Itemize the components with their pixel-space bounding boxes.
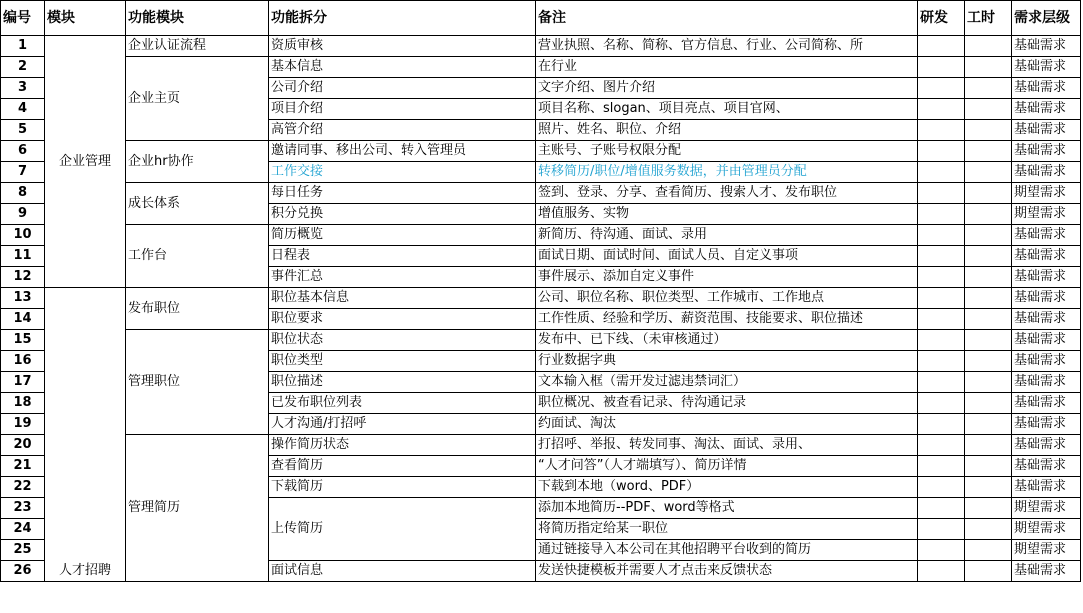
remark-cell[interactable]: 项目名称、slogan、项目亮点、项目官网、	[536, 99, 918, 120]
row-id-cell[interactable]: 16	[1, 351, 45, 372]
row-id-cell[interactable]: 15	[1, 330, 45, 351]
remark-cell[interactable]: 面试日期、面试时间、面试人员、自定义事项	[536, 246, 918, 267]
row-id-cell[interactable]: 21	[1, 456, 45, 477]
dev-cell[interactable]	[918, 57, 965, 78]
level-cell[interactable]: 基础需求	[1012, 267, 1081, 288]
level-cell[interactable]: 基础需求	[1012, 141, 1081, 162]
row-id-cell[interactable]: 14	[1, 309, 45, 330]
hours-cell[interactable]	[965, 561, 1012, 582]
row-id-cell[interactable]: 3	[1, 78, 45, 99]
header-id[interactable]: 编号	[1, 1, 45, 36]
breakdown-cell[interactable]: 职位基本信息	[269, 288, 536, 309]
hours-cell[interactable]	[965, 183, 1012, 204]
hours-cell[interactable]	[965, 372, 1012, 393]
level-cell[interactable]: 基础需求	[1012, 393, 1081, 414]
level-cell[interactable]: 基础需求	[1012, 120, 1081, 141]
remark-cell[interactable]: 增值服务、实物	[536, 204, 918, 225]
table-row	[1, 330, 1081, 351]
header-dev[interactable]: 研发	[918, 1, 965, 36]
remark-cell[interactable]: 在行业	[536, 57, 918, 78]
func-module-cell[interactable]: 工作台	[126, 225, 269, 288]
dev-cell[interactable]	[918, 99, 965, 120]
dev-cell[interactable]	[918, 519, 965, 540]
module-cell[interactable]: 企业管理	[45, 36, 126, 288]
remark-cell[interactable]: 约面试、淘汰	[536, 414, 918, 435]
dev-cell[interactable]	[918, 288, 965, 309]
hours-cell[interactable]	[965, 456, 1012, 477]
level-cell[interactable]: 基础需求	[1012, 309, 1081, 330]
remark-cell[interactable]: 职位概况、被查看记录、待沟通记录	[536, 393, 918, 414]
hours-cell[interactable]	[965, 141, 1012, 162]
remark-cell[interactable]: 下载到本地（word、PDF）	[536, 477, 918, 498]
hours-cell[interactable]	[965, 351, 1012, 372]
row-id-cell[interactable]: 11	[1, 246, 45, 267]
remark-cell[interactable]: 营业执照、名称、简称、官方信息、行业、公司简称、所	[536, 36, 918, 57]
level-cell[interactable]: 基础需求	[1012, 99, 1081, 120]
dev-cell[interactable]	[918, 267, 965, 288]
breakdown-cell[interactable]: 项目介绍	[269, 99, 536, 120]
level-cell[interactable]: 基础需求	[1012, 330, 1081, 351]
hours-cell[interactable]	[965, 477, 1012, 498]
header-remark[interactable]: 备注	[536, 1, 918, 36]
row-id-cell[interactable]: 26	[1, 561, 45, 582]
breakdown-cell[interactable]: 职位要求	[269, 309, 536, 330]
dev-cell[interactable]	[918, 162, 965, 183]
remark-cell[interactable]: 添加本地简历--PDF、word等格式	[536, 498, 918, 519]
hours-cell[interactable]	[965, 435, 1012, 456]
breakdown-cell[interactable]: 公司介绍	[269, 78, 536, 99]
dev-cell[interactable]	[918, 36, 965, 57]
row-id-cell[interactable]: 24	[1, 519, 45, 540]
level-cell[interactable]: 基础需求	[1012, 351, 1081, 372]
level-cell[interactable]: 基础需求	[1012, 225, 1081, 246]
level-cell[interactable]: 期望需求	[1012, 204, 1081, 225]
header-hours[interactable]: 工时	[965, 1, 1012, 36]
table-row	[1, 435, 1081, 456]
hours-cell[interactable]	[965, 78, 1012, 99]
dev-cell[interactable]	[918, 120, 965, 141]
hours-cell[interactable]	[965, 225, 1012, 246]
level-cell[interactable]: 基础需求	[1012, 36, 1081, 57]
breakdown-cell[interactable]: 基本信息	[269, 57, 536, 78]
func-module-cell[interactable]: 管理简历	[126, 435, 269, 582]
dev-cell[interactable]	[918, 435, 965, 456]
hours-cell[interactable]	[965, 288, 1012, 309]
dev-cell[interactable]	[918, 246, 965, 267]
func-module-cell[interactable]: 企业主页	[126, 57, 269, 141]
breakdown-cell[interactable]: 积分兑换	[269, 204, 536, 225]
remark-cell[interactable]: 通过链接导入本公司在其他招聘平台收到的简历	[536, 540, 918, 561]
func-module-cell[interactable]: 企业认证流程	[126, 36, 269, 57]
dev-cell[interactable]	[918, 414, 965, 435]
row-id-cell[interactable]: 10	[1, 225, 45, 246]
row-id-cell[interactable]: 4	[1, 99, 45, 120]
remark-cell[interactable]: 转移简历/职位/增值服务数据，并由管理员分配	[536, 162, 918, 183]
hours-cell[interactable]	[965, 393, 1012, 414]
breakdown-cell[interactable]: 邀请同事、移出公司、转入管理员	[269, 141, 536, 162]
row-id-cell[interactable]: 19	[1, 414, 45, 435]
row-id-cell[interactable]: 5	[1, 120, 45, 141]
breakdown-cell[interactable]: 已发布职位列表	[269, 393, 536, 414]
remark-cell[interactable]: 工作性质、经验和学历、薪资范围、技能要求、职位描述	[536, 309, 918, 330]
breakdown-cell[interactable]: 操作简历状态	[269, 435, 536, 456]
remark-cell[interactable]: 主账号、子账号权限分配	[536, 141, 918, 162]
remark-cell[interactable]: 行业数据字典	[536, 351, 918, 372]
row-id-cell[interactable]: 8	[1, 183, 45, 204]
remark-cell[interactable]: 新简历、待沟通、面试、录用	[536, 225, 918, 246]
dev-cell[interactable]	[918, 141, 965, 162]
remark-cell[interactable]: “人才问答”（人才端填写）、简历详情	[536, 456, 918, 477]
dev-cell[interactable]	[918, 183, 965, 204]
level-cell[interactable]: 期望需求	[1012, 183, 1081, 204]
dev-cell[interactable]	[918, 498, 965, 519]
breakdown-cell[interactable]: 简历概览	[269, 225, 536, 246]
row-id-cell[interactable]: 2	[1, 57, 45, 78]
hours-cell[interactable]	[965, 57, 1012, 78]
remark-cell[interactable]: 事件展示、添加自定义事件	[536, 267, 918, 288]
breakdown-cell[interactable]: 面试信息	[269, 561, 536, 582]
level-cell[interactable]: 基础需求	[1012, 162, 1081, 183]
dev-cell[interactable]	[918, 456, 965, 477]
row-id-cell[interactable]: 1	[1, 36, 45, 57]
breakdown-cell[interactable]: 查看简历	[269, 456, 536, 477]
hours-cell[interactable]	[965, 309, 1012, 330]
row-id-cell[interactable]: 25	[1, 540, 45, 561]
breakdown-cell[interactable]: 人才沟通/打招呼	[269, 414, 536, 435]
header-row	[1, 1, 1081, 36]
level-cell[interactable]: 基础需求	[1012, 561, 1081, 582]
hours-cell[interactable]	[965, 540, 1012, 561]
dev-cell[interactable]	[918, 78, 965, 99]
remark-cell[interactable]: 打招呼、举报、转发同事、淘汰、面试、录用、	[536, 435, 918, 456]
hours-cell[interactable]	[965, 414, 1012, 435]
hours-cell[interactable]	[965, 99, 1012, 120]
remark-cell[interactable]: 文字介绍、图片介绍	[536, 78, 918, 99]
dev-cell[interactable]	[918, 351, 965, 372]
level-cell[interactable]: 基础需求	[1012, 246, 1081, 267]
level-cell[interactable]: 期望需求	[1012, 498, 1081, 519]
header-func-module[interactable]: 功能模块	[126, 1, 269, 36]
level-cell[interactable]: 期望需求	[1012, 519, 1081, 540]
remark-cell[interactable]: 发布中、已下线、（未审核通过）	[536, 330, 918, 351]
hours-cell[interactable]	[965, 246, 1012, 267]
remark-cell[interactable]: 公司、职位名称、职位类型、工作城市、工作地点	[536, 288, 918, 309]
table-row	[1, 288, 1081, 309]
breakdown-cell[interactable]: 下载简历	[269, 477, 536, 498]
level-cell[interactable]: 基础需求	[1012, 477, 1081, 498]
row-id-cell[interactable]: 23	[1, 498, 45, 519]
hours-cell[interactable]	[965, 330, 1012, 351]
row-id-cell[interactable]: 17	[1, 372, 45, 393]
remark-cell[interactable]: 将简历指定给某一职位	[536, 519, 918, 540]
level-cell[interactable]: 基础需求	[1012, 435, 1081, 456]
breakdown-cell[interactable]: 事件汇总	[269, 267, 536, 288]
level-cell[interactable]: 基础需求	[1012, 78, 1081, 99]
level-cell[interactable]: 基础需求	[1012, 456, 1081, 477]
func-module-cell[interactable]: 管理职位	[126, 330, 269, 435]
remark-cell[interactable]: 签到、登录、分享、查看简历、搜索人才、发布职位	[536, 183, 918, 204]
breakdown-cell[interactable]: 上传简历	[269, 498, 536, 561]
row-id-cell[interactable]: 13	[1, 288, 45, 309]
breakdown-cell[interactable]: 日程表	[269, 246, 536, 267]
row-id-cell[interactable]: 20	[1, 435, 45, 456]
dev-cell[interactable]	[918, 561, 965, 582]
row-id-cell[interactable]: 9	[1, 204, 45, 225]
level-cell[interactable]: 基础需求	[1012, 57, 1081, 78]
breakdown-cell[interactable]: 职位类型	[269, 351, 536, 372]
table-row	[1, 57, 1081, 78]
hours-cell[interactable]	[965, 204, 1012, 225]
breakdown-cell[interactable]: 工作交接	[269, 162, 536, 183]
dev-cell[interactable]	[918, 309, 965, 330]
module-cell[interactable]: 人才招聘	[45, 288, 126, 582]
hours-cell[interactable]	[965, 267, 1012, 288]
breakdown-cell[interactable]: 高管介绍	[269, 120, 536, 141]
breakdown-cell[interactable]: 每日任务	[269, 183, 536, 204]
breakdown-cell[interactable]: 职位状态	[269, 330, 536, 351]
hours-cell[interactable]	[965, 162, 1012, 183]
level-cell[interactable]: 基础需求	[1012, 372, 1081, 393]
table-row	[1, 183, 1081, 204]
dev-cell[interactable]	[918, 477, 965, 498]
func-module-cell[interactable]: 发布职位	[126, 288, 269, 330]
level-cell[interactable]: 基础需求	[1012, 288, 1081, 309]
func-module-cell[interactable]: 企业hr协作	[126, 141, 269, 183]
dev-cell[interactable]	[918, 393, 965, 414]
dev-cell[interactable]	[918, 225, 965, 246]
dev-cell[interactable]	[918, 372, 965, 393]
row-id-cell[interactable]: 7	[1, 162, 45, 183]
row-id-cell[interactable]: 18	[1, 393, 45, 414]
row-id-cell[interactable]: 6	[1, 141, 45, 162]
row-id-cell[interactable]: 12	[1, 267, 45, 288]
table-row	[1, 36, 1081, 57]
level-cell[interactable]: 基础需求	[1012, 414, 1081, 435]
table-row	[1, 225, 1081, 246]
hours-cell[interactable]	[965, 36, 1012, 57]
remark-cell[interactable]: 文本输入框（需开发过滤违禁词汇）	[536, 372, 918, 393]
breakdown-cell[interactable]: 资质审核	[269, 36, 536, 57]
remark-cell[interactable]: 发送快捷模板并需要人才点击来反馈状态	[536, 561, 918, 582]
table-row	[1, 141, 1081, 162]
func-module-cell[interactable]: 成长体系	[126, 183, 269, 225]
hours-cell[interactable]	[965, 498, 1012, 519]
level-cell[interactable]: 期望需求	[1012, 540, 1081, 561]
header-module[interactable]: 模块	[45, 1, 126, 36]
header-func-breakdown[interactable]: 功能拆分	[269, 1, 536, 36]
row-id-cell[interactable]: 22	[1, 477, 45, 498]
remark-cell[interactable]: 照片、姓名、职位、介绍	[536, 120, 918, 141]
breakdown-cell[interactable]: 职位描述	[269, 372, 536, 393]
hours-cell[interactable]	[965, 120, 1012, 141]
hours-cell[interactable]	[965, 519, 1012, 540]
header-level[interactable]: 需求层级	[1012, 1, 1081, 36]
dev-cell[interactable]	[918, 540, 965, 561]
dev-cell[interactable]	[918, 204, 965, 225]
dev-cell[interactable]	[918, 330, 965, 351]
